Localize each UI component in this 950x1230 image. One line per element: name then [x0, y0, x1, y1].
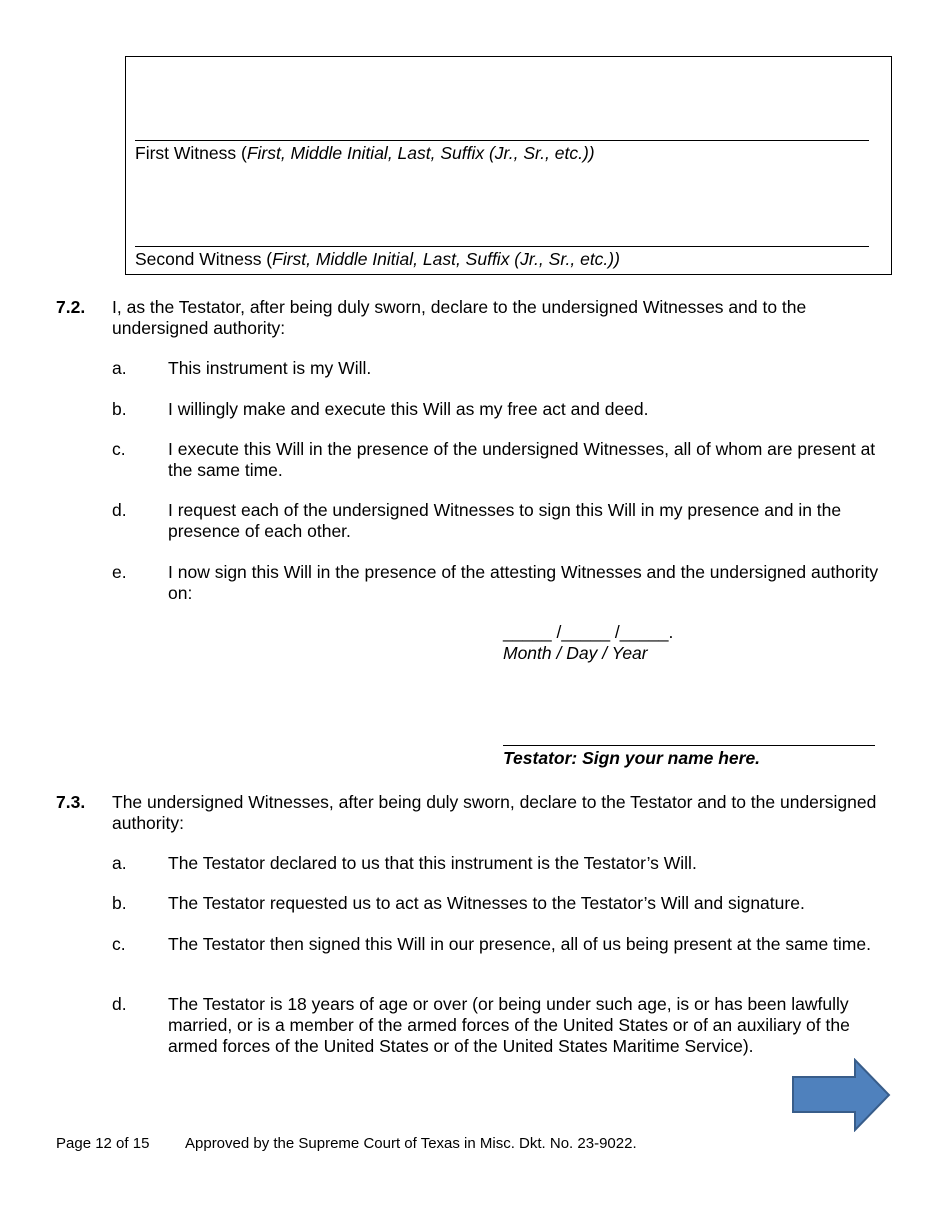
first-witness-line[interactable] — [135, 140, 869, 141]
second-witness-line[interactable] — [135, 246, 869, 247]
page-number: Page 12 of 15 — [56, 1135, 150, 1152]
list-item: The Testator is 18 years of age or over (or being under such age, is or has been lawfully married, or is a member of the armed forces of the United States or of an auxiliary of the armed forces of the United States or of the United States Maritime Service). — [168, 994, 850, 1056]
witness-signature-box — [125, 56, 892, 275]
right-arrow-icon — [790, 1058, 892, 1132]
testator-signature-label: Testator: Sign your name here. — [503, 748, 761, 768]
list-item: I execute this Will in the presence of the undersigned Witnesses, all of whom are present at the same time. — [168, 439, 876, 480]
date-field[interactable]: _____ /_____ /_____. — [503, 622, 674, 642]
list-item: I willingly make and execute this Will as my free act and deed. — [168, 399, 649, 419]
list-item: I request each of the undersigned Witnesses to sign this Will in my presence and in the presence of each other. — [168, 500, 842, 541]
item-letter: c. — [112, 934, 126, 954]
section-7-2-text: I, as the Testator, after being duly sworn, declare to the undersigned Witnesses and to the undersigned authority: — [112, 297, 807, 338]
item-letter: b. — [112, 399, 127, 419]
item-letter: d. — [112, 500, 127, 520]
second-witness-label: Second Witness (First, Middle Initial, Last, Suffix (Jr., Sr., etc.)) — [135, 249, 620, 269]
item-letter: a. — [112, 358, 127, 378]
section-7-3-text: The undersigned Witnesses, after being duly sworn, declare to the Testator and to the undersigned authority: — [112, 792, 877, 833]
first-witness-label: First Witness (First, Middle Initial, Last, Suffix (Jr., Sr., etc.)) — [135, 143, 595, 163]
item-letter: c. — [112, 439, 126, 459]
list-item: The Testator then signed this Will in our presence, all of us being present at the same time. — [168, 934, 871, 954]
section-7-3-number: 7.3. — [56, 792, 86, 812]
date-label: Month / Day / Year — [503, 643, 648, 663]
list-item: The Testator declared to us that this instrument is the Testator’s Will. — [168, 853, 697, 873]
list-item: I now sign this Will in the presence of the attesting Witnesses and the undersigned authority on: — [168, 562, 879, 603]
item-letter: b. — [112, 893, 127, 913]
section-7-2-number: 7.2. — [56, 297, 86, 317]
list-item: The Testator requested us to act as Witnesses to the Testator’s Will and signature. — [168, 893, 805, 913]
approval-note: Approved by the Supreme Court of Texas in Misc. Dkt. No. 23-9022. — [185, 1135, 637, 1152]
next-page-button[interactable] — [790, 1058, 892, 1137]
testator-signature-line[interactable] — [503, 745, 875, 746]
item-letter: e. — [112, 562, 127, 582]
item-letter: d. — [112, 994, 127, 1014]
list-item: This instrument is my Will. — [168, 358, 372, 378]
item-letter: a. — [112, 853, 127, 873]
